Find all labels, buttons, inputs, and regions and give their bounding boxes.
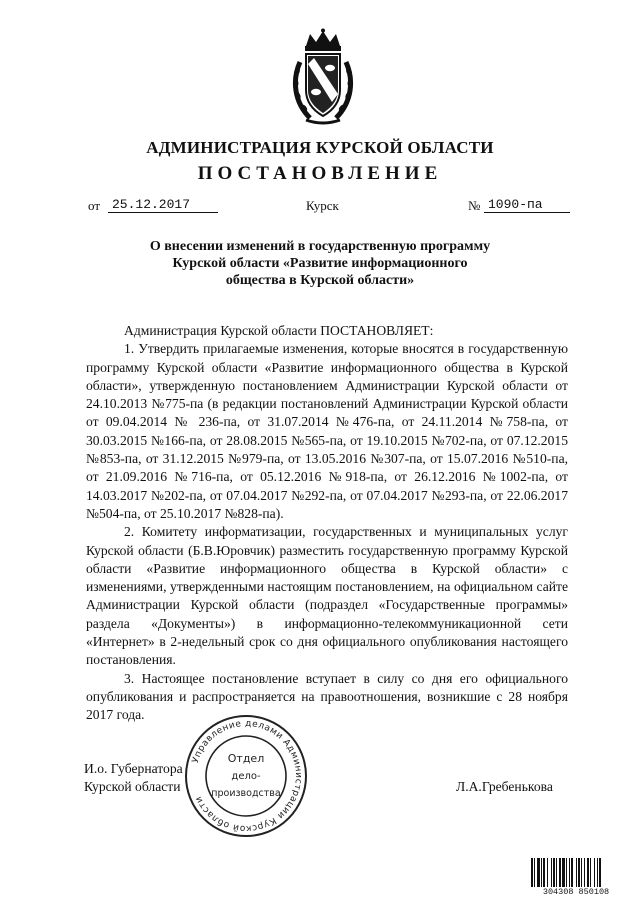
document-subject (100, 238, 540, 289)
subject-line: Курской области «Развитие информационного (172, 256, 468, 271)
resolution-lead: Администрация Курской области ПОСТАНОВЛЯЕТ: (124, 323, 434, 338)
barcode-bars (530, 858, 622, 890)
office-stamp (182, 712, 310, 840)
resolution-item-3: 3. Настоящее постановление вступает в силу со дня его официального опубликования и распространяется на правоотношения, возникшие с 28 ноября 2017 года. (86, 670, 568, 723)
svg-text:Отдел: Отдел (227, 752, 265, 765)
organization-title: АДМИНИСТРАЦИЯ КУРСКОЙ ОБЛАСТИ (146, 138, 494, 157)
document-meta (88, 196, 568, 218)
signatory-position: И.о. Губернатора (84, 761, 183, 776)
document-type: ПОСТАНОВЛЕНИЕ (197, 163, 443, 184)
coat-of-arms-icon (292, 28, 354, 128)
resolution-item-2: 2. Комитету информатизации, государственных и муниципальных услуг Курской области (Б.В.Юровчик) разместить государственную программу Курской области «Развитие информационного общества в Курской области» с изменениями, утвержденными настоящим постановлением, на официальном сайте Администрации Курской области (подраздел «Государственные программы» раздела «Документы») в информационно-телекоммуникационной сети «Интернет» в 2-недельный срок со дня официального опубликования настоящего постановления. (86, 524, 568, 668)
barcode (530, 858, 622, 898)
number-prefix: № (468, 198, 481, 213)
svg-text:Управление делами Администраци: Управление делами Администрации Курской области (190, 718, 304, 834)
document-number: 1090-па (484, 197, 570, 213)
signatory-name: Л.А.Гребенькова (456, 779, 553, 794)
resolution-item-1: 1. Утвердить прилагаемые изменения, которые вносятся в государственную программу Курской области «Развитие информационного общества в Курской области», утвержденную постановлением Администрации Курской области от 24.10.2013 №775-па (в редакции постановлений Администрации Курской области от 09.04.2014 № 236-па, от 31.07.2014 №476-па, от 24.11.2014 №758-па, от 30.03.2015 №166-па, от 28.08.2015 №565-па, от 19.10.2015 №702-па, от 07.12.2015 №853-па, от 31.12.2015 №979-па, от 13.05.2016 №307-па, от 15.07.2016 №510-па, от 21.09.2016 №716-па, от 05.12.2016 №918-па, от 26.12.2016 №1002-па, от 14.03.2017 №202-па, от 07.04.2017 №292-па, от 07.04.2017 №293-па, от 22.06.2017 №504-па, от 25.10.2017 №828-па). (86, 341, 568, 521)
document-date: 25.12.2017 (108, 197, 218, 213)
barcode-number: 304308 850108 (530, 887, 622, 897)
date-prefix: от (88, 198, 101, 213)
subject-line: О внесении изменений в государственную программу (149, 239, 491, 254)
svg-text:дело-: дело- (231, 771, 261, 782)
signatory-region: Курской области (84, 779, 181, 794)
svg-text:производства: производства (211, 788, 281, 799)
document-body (86, 322, 568, 725)
subject-line: общества в Курской области» (225, 273, 415, 288)
document-city: Курск (306, 198, 339, 213)
